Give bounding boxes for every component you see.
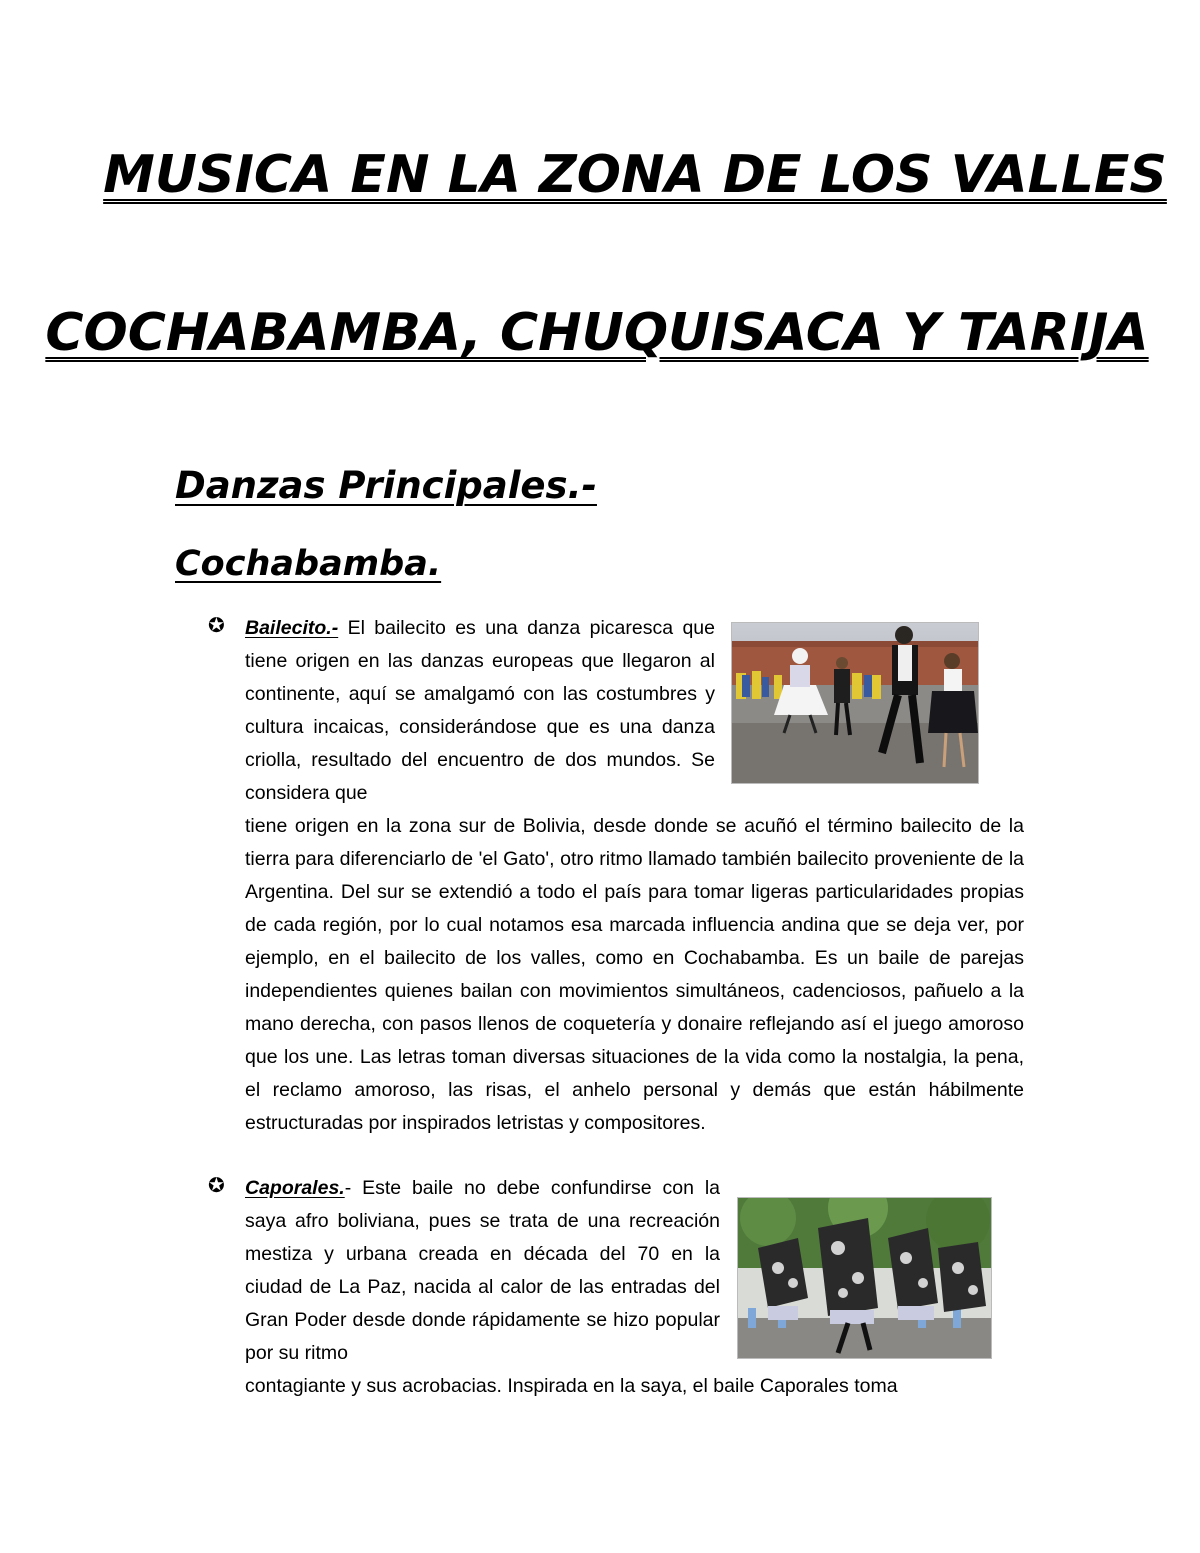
subsection-heading: Cochabamba. [175,544,442,584]
bailecito-dancers-photo [731,622,979,784]
section-heading: Danzas Principales.- [175,464,597,507]
caporales-photo-illustration [738,1198,991,1358]
caporales-dancers-photo [737,1197,992,1359]
caporales-full-text: contagiante y sus acrobacias. Inspirada en la saya, el baile Caporales toma [245,1375,898,1397]
caporales-wrapped-text: Caporales.- Este baile no debe confundirse con la saya afro boliviana, pues se trata de una recreación mestiza y urbana creada en década del 70 en la ciudad de La Paz, nacida al calor de las entradas del Gran Poder desde donde rápidamente se hizo popular por su ritmo [245,1177,720,1364]
bailecito-full-text: tiene origen en la zona sur de Bolivia, desde donde se acuñó el término bailecito de la tierra para diferenciarlo de 'el Gato', otro ritmo llamado también bailecito proveniente de la Argentina. Del sur se extendió a todo el país para tomar ligeras particularidades propias de cada región, por lo cual notamos esa marcada influencia andina que se deja ver, por ejemplo, en el bailecito de los valles, como en Cochabamba. Es un baile de parejas independientes quienes bailan con movimientos simultáneos, cadenciosos, pañuelo a la mano derecha, con pasos llenos de coquetería y donaire reflejando así el juego amoroso que los une. Las letras toman diversas situaciones de la vida como la nostalgia, la pena, el reclamo amoroso, las risas, el anhelo personal y demás que están hábilmente estructuradas por inspirados letristas y compositores. [245,815,1024,1134]
bailecito-photo-illustration [732,623,978,783]
caporales-term: Caporales. [245,1177,345,1199]
bailecito-term: Bailecito.- [245,617,339,639]
document-subtitle: COCHABAMBA, CHUQUISACA Y TARIJA [45,303,1149,363]
document-title: MUSICA EN LA ZONA DE LOS VALLES [103,145,1167,205]
star-bullet-icon: ✪ [208,613,225,637]
star-bullet-icon: ✪ [208,1173,225,1197]
bailecito-wrapped-text: Bailecito.- El bailecito es una danza picaresca que tiene origen en las danzas europeas que llegaron al continente, aquí se amalgamó con las costumbres y cultura incaicas, considerándose que es una danza criolla, resultado del encuentro de dos mundos. Se considera que [245,617,715,804]
